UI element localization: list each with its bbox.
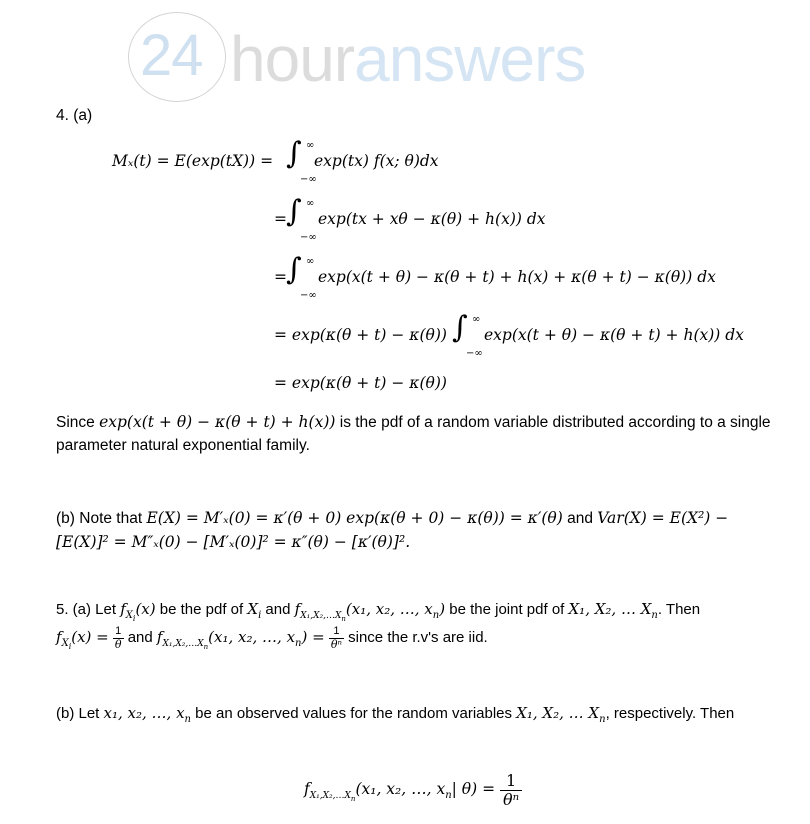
eq4-integral-sign: ∫ (452, 310, 468, 345)
q4b-math-2: Var(X) = E(X²) − (597, 509, 729, 527)
q5a-frac-1-num: 1 (113, 626, 124, 639)
q4b-mid: and (562, 510, 598, 527)
eq4-right: exp(x(t + θ) − κ(θ + t) + h(x)) dx (484, 326, 744, 344)
since-pre: Since (56, 414, 100, 431)
eq3-integral-sign: ∫ (286, 252, 302, 287)
eq4-upper-limit: ∞ (472, 314, 481, 325)
q5b-t2: , respectively. Then (605, 705, 735, 722)
q5a-frac-1-den: θ (114, 637, 122, 651)
q5b-pre: (b) Let (56, 705, 104, 722)
eq2-upper-limit: ∞ (306, 198, 315, 209)
logo-word-hour: hour (230, 23, 355, 95)
final-fraction-num: 1 (500, 772, 522, 791)
q5a-m3: $f_{X_1,X_2,\dots X_n}(x_1$, x₂, …, $x_n$) (294, 600, 446, 623)
logo-number: 24 (140, 23, 203, 88)
q5a-frac-2-num: 1 (329, 626, 344, 639)
q5a-frac-2-den: θⁿ (330, 637, 342, 651)
q4b-line-2 (56, 532, 410, 553)
eq2-equals: = (274, 210, 287, 228)
since-post: is the pdf of a random variable distributed according to a single (335, 414, 771, 431)
q5a-l2-t2: since the r.v's are iid. (343, 629, 488, 647)
eq4-left: = exp(κ(θ + t) − κ(θ)) (274, 326, 447, 344)
logo-wordmark (230, 22, 585, 96)
final-formula (304, 772, 522, 808)
q5a-frac-1 (113, 626, 124, 650)
eq2-lower-limit: −∞ (300, 232, 317, 243)
q5a-pre: 5. (a) Let (56, 601, 121, 618)
q5a-l2-m2: $f_{X_1,X_2,\dots X_n}(x_1$, x₂, …, $x_n$) = (156, 628, 325, 651)
eq1-integral-sign: ∫ (286, 136, 302, 171)
q5a-t1: be the pdf of (155, 601, 248, 618)
since-line-2: parameter natural exponential family. (56, 437, 310, 454)
eq1-lower-limit: −∞ (300, 174, 317, 185)
eq2-integral-sign: ∫ (286, 194, 302, 229)
eq3-body: exp(x(t + θ) − κ(θ + t) + h(x) + κ(θ + t) − κ(θ)) dx (318, 268, 716, 286)
final-lhs: $f_{X_1,X_2,\dots X_n}(x_1$, x₂, …, $x_n|$ θ) = (304, 780, 496, 803)
q4b-math-1: E(X) = M′ₓ(0) = κ′(θ + 0) exp(κ(θ + 0) − κ(θ)) = κ′(θ) (146, 509, 563, 527)
eq3-lower-limit: −∞ (300, 290, 317, 301)
q5a-t2: and (261, 601, 295, 618)
final-fraction (500, 772, 522, 808)
eq3-upper-limit: ∞ (306, 256, 315, 267)
q5a-line-1 (56, 600, 700, 624)
eq1-rhs: exp(tx) f(x; θ)dx (314, 152, 439, 170)
logo-watermark (128, 12, 688, 104)
q4b-line-1 (56, 508, 728, 529)
since-math: exp(x(t + θ) − κ(θ + t) + h(x)) (99, 413, 336, 431)
eq4-lower-limit: −∞ (466, 348, 483, 359)
q5a-m1: $f_{X_i}(x)$ (120, 600, 156, 623)
eq1-lhs: Mₓ(t) = E(exp(tX)) = (112, 152, 274, 170)
q5a-m2: $X_i$ (247, 600, 262, 621)
eq1-upper-limit: ∞ (306, 140, 315, 151)
q5b-line (56, 704, 734, 726)
q4b-pre: (b) Note that (56, 510, 147, 527)
q5a-l2-m1: $f_{X_i}(x)$ = (56, 628, 109, 652)
q5b-m2: X₁, X₂, … $X_n$ (516, 704, 606, 725)
q4-label: 4. (a) (56, 107, 93, 124)
eq3-equals: = (274, 268, 287, 286)
q5a-frac-2 (329, 626, 344, 650)
q4b-math-3: [E(X)]² = M″ₓ(0) − [M′ₓ(0)]² = κ″(θ) − [κ′(θ)]². (56, 533, 411, 551)
q5b-t1: be an observed values for the random variables (191, 705, 517, 722)
q5b-m1: x₁, x₂, …, $x_n$ (103, 704, 191, 725)
since-line-1 (56, 412, 771, 433)
eq5: = exp(κ(θ + t) − κ(θ)) (274, 374, 447, 392)
eq2-body: exp(tx + xθ − κ(θ) + h(x)) dx (318, 210, 546, 228)
q5a-t3: be the joint pdf of (445, 601, 569, 618)
final-fraction-den: θⁿ (503, 789, 520, 809)
q5a-t4: . Then (657, 601, 701, 618)
q5a-line-2 (56, 626, 488, 652)
logo-word-answers: answers (354, 23, 586, 95)
q5a-l2-t1: and (123, 629, 157, 647)
q5a-m4: X₁, X₂, … $X_n$ (568, 600, 658, 621)
